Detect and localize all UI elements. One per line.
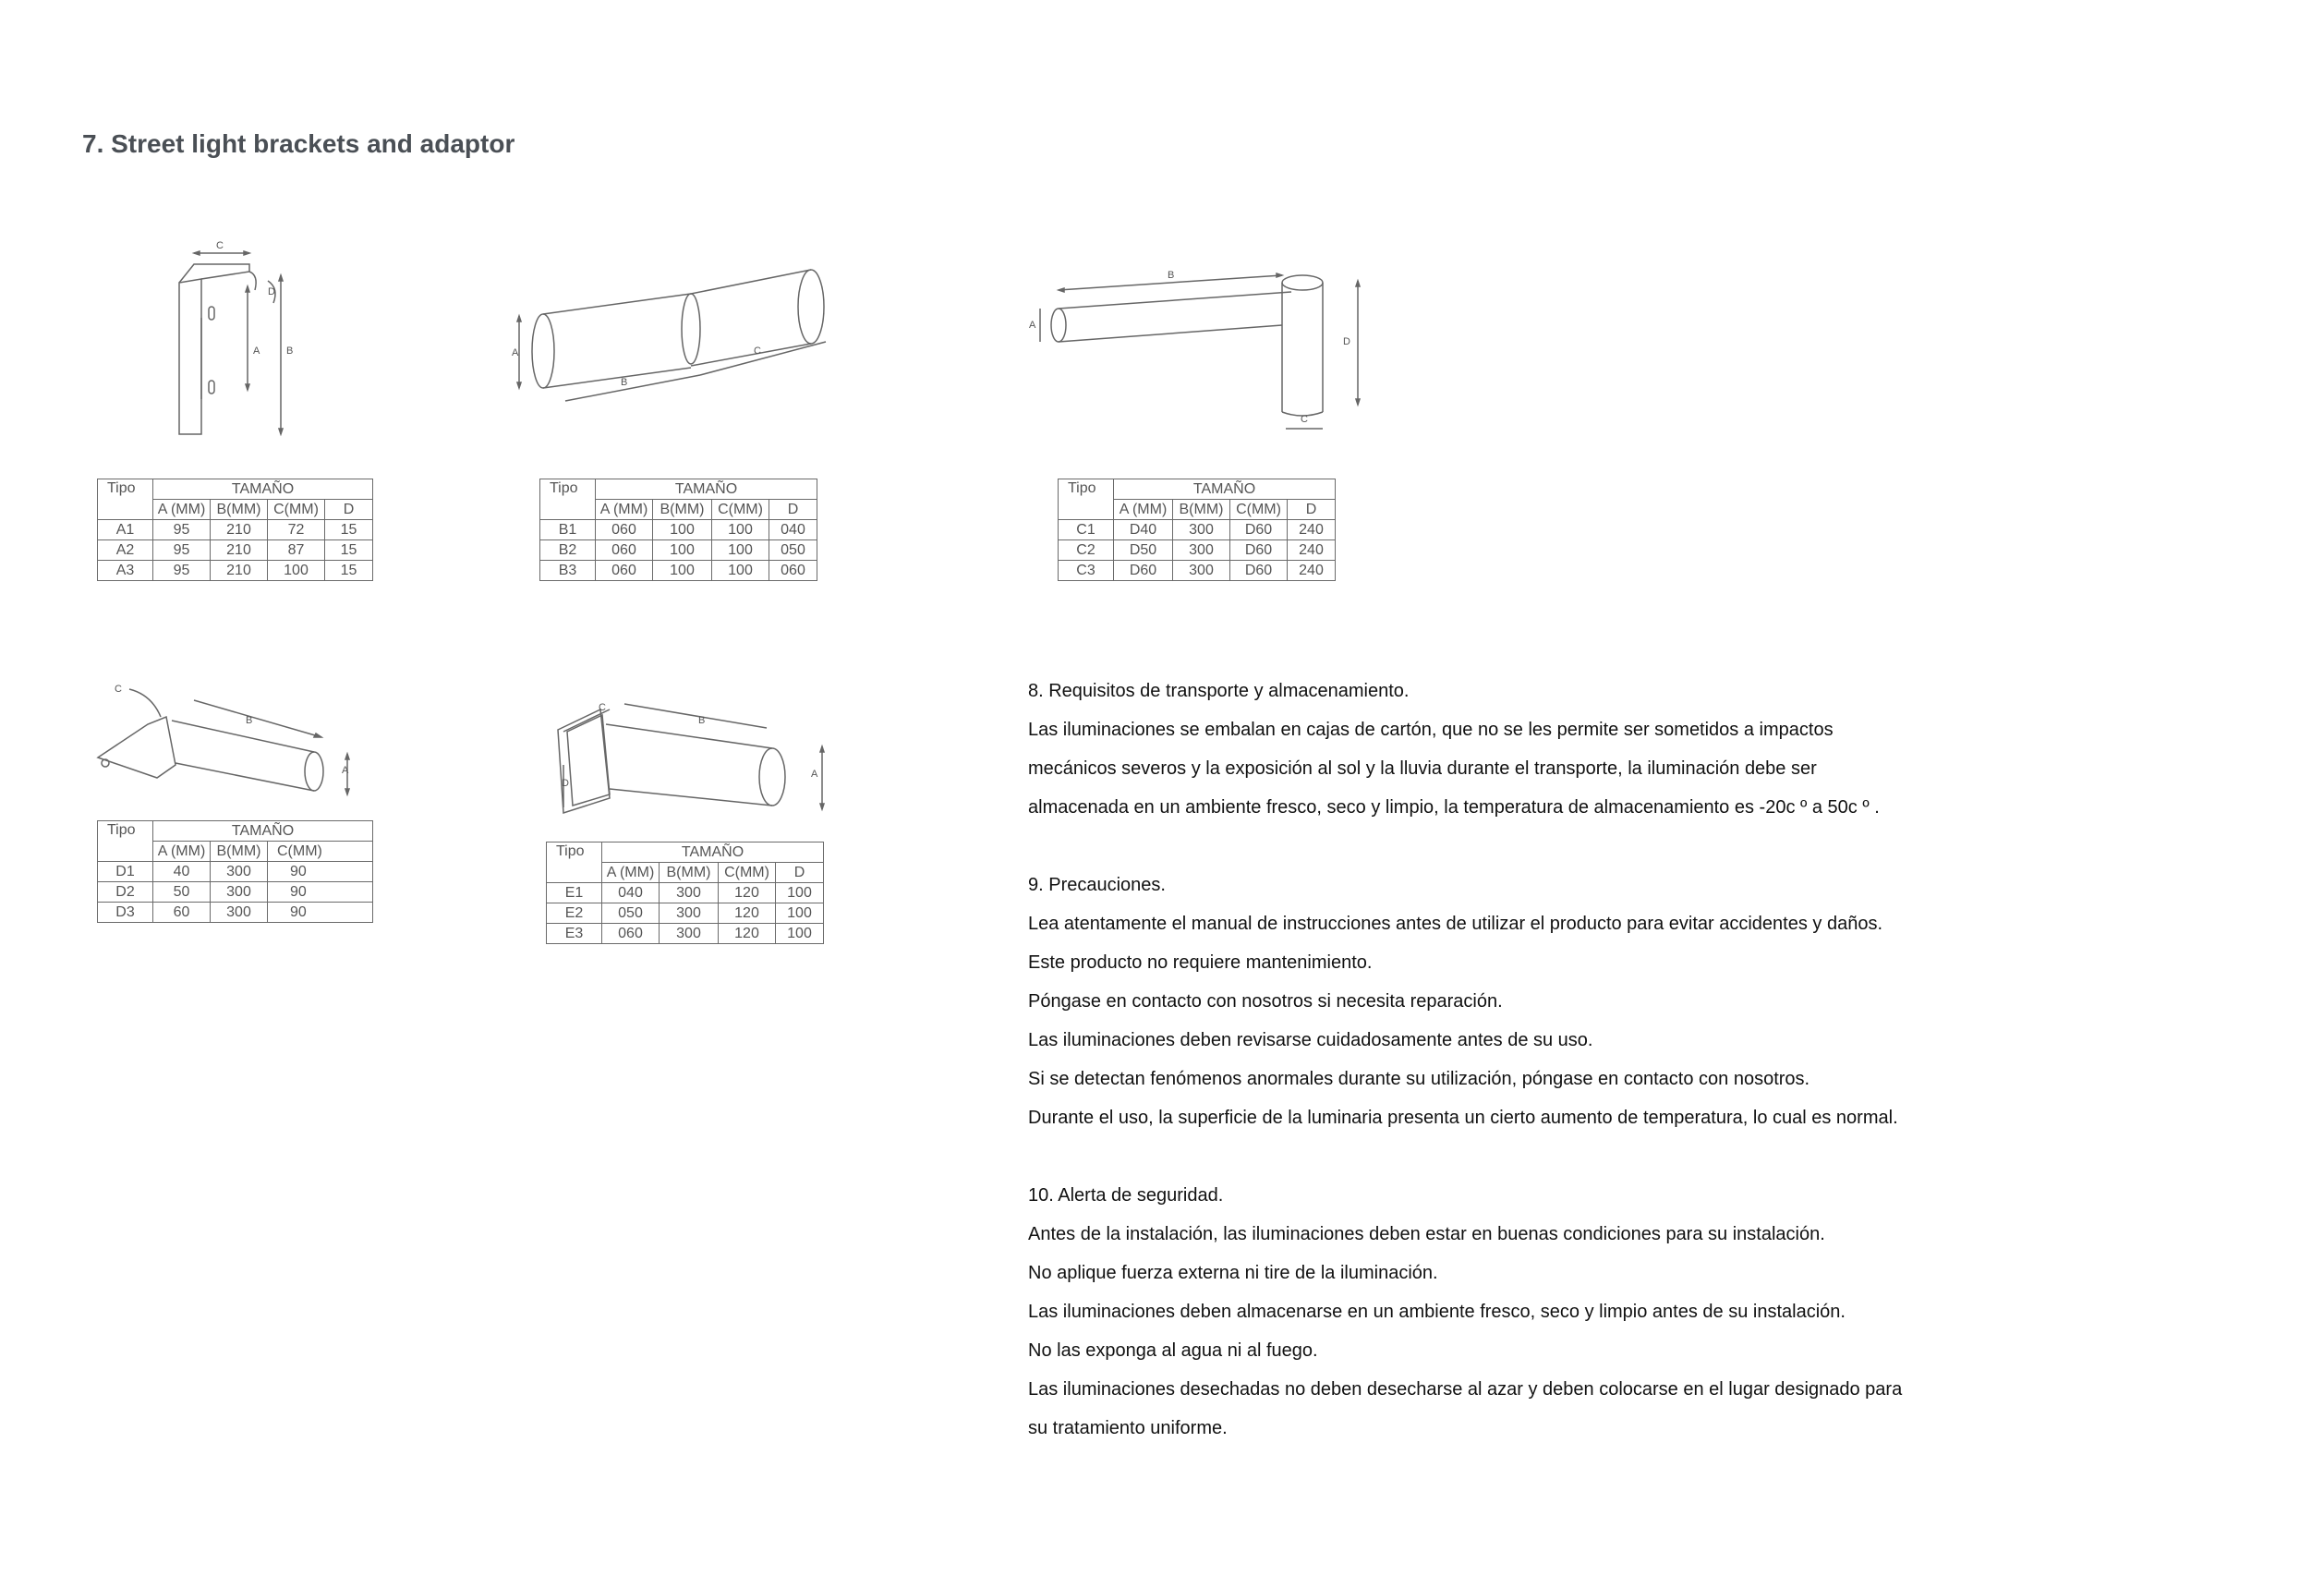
- col-header: B(MM): [1173, 500, 1230, 520]
- table-cell: 100: [776, 903, 824, 924]
- dim-label-b: B: [246, 715, 253, 726]
- table-cell: 210: [211, 561, 268, 581]
- table-cell: D3: [98, 903, 153, 923]
- table-cell: 100: [653, 520, 712, 540]
- table-cell: 50: [153, 882, 211, 903]
- paragraph-line: Si se detectan fenómenos anormales durante su utilización, póngase en contacto con nosotros.: [1028, 1069, 1810, 1089]
- table-cell: A3: [98, 561, 153, 581]
- table-cell: 100: [653, 561, 712, 581]
- paragraph-line: Las iluminaciones desechadas no deben desecharse al azar y deben colocarse en el lugar designado para: [1028, 1379, 1903, 1400]
- table-cell: 300: [660, 903, 719, 924]
- paragraph-line: Las iluminaciones se embalan en cajas de cartón, que no se les permite ser sometidos a impactos: [1028, 720, 1834, 740]
- table-cell: 95: [153, 520, 211, 540]
- table-row: [1059, 540, 1336, 561]
- table-cell: D40: [1114, 520, 1173, 540]
- type-header: Tipo: [98, 479, 153, 520]
- table-cell: 300: [660, 883, 719, 903]
- dim-label-d: D: [268, 286, 275, 297]
- table-cell: D60: [1230, 520, 1288, 540]
- table-cell: 240: [1288, 520, 1336, 540]
- table-cell: A1: [98, 520, 153, 540]
- table-row: [547, 903, 824, 924]
- table-cell: 040: [769, 520, 817, 540]
- table-cell: B1: [540, 520, 596, 540]
- col-header: A (MM): [596, 500, 653, 520]
- dim-label-c: C: [216, 240, 224, 251]
- table-cell: 95: [153, 540, 211, 561]
- col-header: C(MM): [268, 842, 373, 862]
- table-row: [98, 520, 373, 540]
- table-cell: 060: [602, 924, 660, 944]
- table-cell: 100: [712, 540, 769, 561]
- section-heading-transport: 8. Requisitos de transporte y almacenamiento.: [1028, 681, 1410, 701]
- dim-label-b: B: [286, 345, 294, 357]
- table-cell: 060: [596, 520, 653, 540]
- col-header: D: [325, 500, 373, 520]
- table-row: [98, 862, 373, 882]
- table-cell: E3: [547, 924, 602, 944]
- spacer: [1028, 827, 2220, 866]
- paragraph-line: Este producto no requiere mantenimiento.: [1028, 952, 1373, 973]
- table-row: [98, 561, 373, 581]
- size-header: TAMAÑO: [1114, 479, 1336, 500]
- paragraph-line: No las exponga al agua ni al fuego.: [1028, 1340, 1318, 1361]
- paragraph-line: Las iluminaciones deben revisarse cuidadosamente antes de su uso.: [1028, 1030, 1593, 1050]
- paragraph-line: Antes de la instalación, las iluminaciones deben estar en buenas condiciones para su instalación.: [1028, 1224, 1825, 1244]
- table-cell: D50: [1114, 540, 1173, 561]
- table-cell: 050: [602, 903, 660, 924]
- table-row: [547, 924, 824, 944]
- col-header: C(MM): [719, 863, 776, 883]
- table-cell: 15: [325, 561, 373, 581]
- dim-label-b: B: [621, 377, 628, 388]
- paragraph-line: Durante el uso, la superficie de la luminaria presenta un cierto aumento de temperatura, lo cual es normal.: [1028, 1108, 1898, 1128]
- table-cell: 100: [712, 520, 769, 540]
- table-row: [1059, 520, 1336, 540]
- table-cell: 210: [211, 540, 268, 561]
- table-cell: 60: [153, 903, 211, 923]
- table-cell: 050: [769, 540, 817, 561]
- table-cell: D60: [1230, 561, 1288, 581]
- col-header: B(MM): [660, 863, 719, 883]
- size-header: TAMAÑO: [153, 821, 373, 842]
- spec-table-c: [1058, 479, 1336, 581]
- dim-label-b: B: [1168, 270, 1175, 281]
- col-header: B(MM): [653, 500, 712, 520]
- table-cell: 90: [268, 903, 373, 923]
- table-cell: 300: [211, 903, 268, 923]
- table-row: [1059, 561, 1336, 581]
- dim-label-a: A: [1029, 320, 1036, 331]
- spec-table-d: [97, 820, 373, 923]
- table-cell: 15: [325, 520, 373, 540]
- spacer: [1028, 1137, 2220, 1176]
- table-cell: 240: [1288, 561, 1336, 581]
- dim-label-d: D: [562, 778, 569, 789]
- adaptor-e-drawing: [545, 687, 841, 817]
- table-row: [547, 883, 824, 903]
- col-header: C(MM): [268, 500, 325, 520]
- type-header: Tipo: [1059, 479, 1114, 520]
- size-header: TAMAÑO: [596, 479, 817, 500]
- section-heading-precautions: 9. Precauciones.: [1028, 875, 1166, 895]
- paragraph-line: Póngase en contacto con nosotros si necesita reparación.: [1028, 991, 1503, 1012]
- table-row: [98, 882, 373, 903]
- table-cell: 300: [1173, 540, 1230, 561]
- table-cell: 300: [211, 882, 268, 903]
- table-cell: 120: [719, 883, 776, 903]
- table-cell: C3: [1059, 561, 1114, 581]
- table-row: [98, 903, 373, 923]
- col-header: C(MM): [1230, 500, 1288, 520]
- table-cell: 90: [268, 882, 373, 903]
- dim-label-c: C: [1301, 414, 1308, 425]
- table-cell: 95: [153, 561, 211, 581]
- col-header: A (MM): [153, 842, 211, 862]
- dim-label-c: C: [599, 702, 606, 713]
- type-header: Tipo: [98, 821, 153, 862]
- col-header: D: [776, 863, 824, 883]
- adaptor-b-drawing: [506, 257, 839, 414]
- table-cell: 100: [776, 924, 824, 944]
- table-cell: 100: [776, 883, 824, 903]
- table-cell: 100: [712, 561, 769, 581]
- table-cell: D2: [98, 882, 153, 903]
- bracket-c-drawing: [1023, 262, 1374, 438]
- spec-table-b: [539, 479, 817, 581]
- paragraph-line: almacenada en un ambiente fresco, seco y limpio, la temperatura de almacenamiento es -20c º a 50c º .: [1028, 797, 1880, 818]
- paragraph-line: mecánicos severos y la exposición al sol y la lluvia durante el transporte, la iluminación debe ser: [1028, 758, 1817, 779]
- dim-label-c: C: [115, 684, 122, 695]
- paragraph-line: su tratamiento uniforme.: [1028, 1418, 1228, 1438]
- dim-label-a: A: [253, 345, 260, 357]
- col-header: A (MM): [602, 863, 660, 883]
- col-header: B(MM): [211, 500, 268, 520]
- dim-label-c: C: [754, 345, 761, 357]
- table-cell: 15: [325, 540, 373, 561]
- table-cell: 060: [769, 561, 817, 581]
- col-header: A (MM): [153, 500, 211, 520]
- table-cell: 120: [719, 903, 776, 924]
- table-cell: 40: [153, 862, 211, 882]
- table-cell: E1: [547, 883, 602, 903]
- dim-label-d: D: [1343, 336, 1350, 347]
- table-cell: 040: [602, 883, 660, 903]
- col-header: A (MM): [1114, 500, 1173, 520]
- table-cell: D60: [1114, 561, 1173, 581]
- col-header: D: [769, 500, 817, 520]
- bracket-a-drawing: [166, 242, 314, 445]
- bracket-d-drawing: [92, 661, 369, 800]
- col-header: C(MM): [712, 500, 769, 520]
- table-cell: B3: [540, 561, 596, 581]
- type-header: Tipo: [547, 842, 602, 883]
- dim-label-a: A: [811, 769, 818, 780]
- table-cell: 90: [268, 862, 373, 882]
- table-cell: 120: [719, 924, 776, 944]
- dim-label-b: B: [698, 715, 706, 726]
- paragraph-line: Lea atentamente el manual de instrucciones antes de utilizar el producto para evitar accidentes y daños.: [1028, 914, 1882, 934]
- table-cell: 300: [1173, 561, 1230, 581]
- col-header: B(MM): [211, 842, 268, 862]
- col-header: D: [1288, 500, 1336, 520]
- table-cell: 72: [268, 520, 325, 540]
- instructions-text: [1028, 672, 2220, 1448]
- page-title: 7. Street light brackets and adaptor: [82, 129, 515, 158]
- table-cell: 300: [211, 862, 268, 882]
- table-cell: 060: [596, 540, 653, 561]
- table-cell: 87: [268, 540, 325, 561]
- table-cell: 210: [211, 520, 268, 540]
- table-cell: D60: [1230, 540, 1288, 561]
- table-cell: 240: [1288, 540, 1336, 561]
- table-cell: C2: [1059, 540, 1114, 561]
- table-cell: D1: [98, 862, 153, 882]
- table-cell: 100: [653, 540, 712, 561]
- spec-table-a: [97, 479, 373, 581]
- dim-label-a: A: [342, 765, 349, 776]
- size-header: TAMAÑO: [153, 479, 373, 500]
- dim-label-a: A: [512, 347, 519, 358]
- table-row: [540, 520, 817, 540]
- size-header: TAMAÑO: [602, 842, 824, 863]
- table-cell: E2: [547, 903, 602, 924]
- table-row: [98, 540, 373, 561]
- spec-table-e: [546, 842, 824, 944]
- section-heading-safety: 10. Alerta de seguridad.: [1028, 1185, 1224, 1206]
- table-cell: 060: [596, 561, 653, 581]
- paragraph-line: No aplique fuerza externa ni tire de la iluminación.: [1028, 1263, 1438, 1283]
- table-cell: 300: [660, 924, 719, 944]
- table-cell: 100: [268, 561, 325, 581]
- table-cell: C1: [1059, 520, 1114, 540]
- table-row: [540, 561, 817, 581]
- paragraph-line: Las iluminaciones deben almacenarse en un ambiente fresco, seco y limpio antes de su instalación.: [1028, 1302, 1846, 1322]
- type-header: Tipo: [540, 479, 596, 520]
- table-cell: 300: [1173, 520, 1230, 540]
- table-row: [540, 540, 817, 561]
- table-cell: A2: [98, 540, 153, 561]
- table-cell: B2: [540, 540, 596, 561]
